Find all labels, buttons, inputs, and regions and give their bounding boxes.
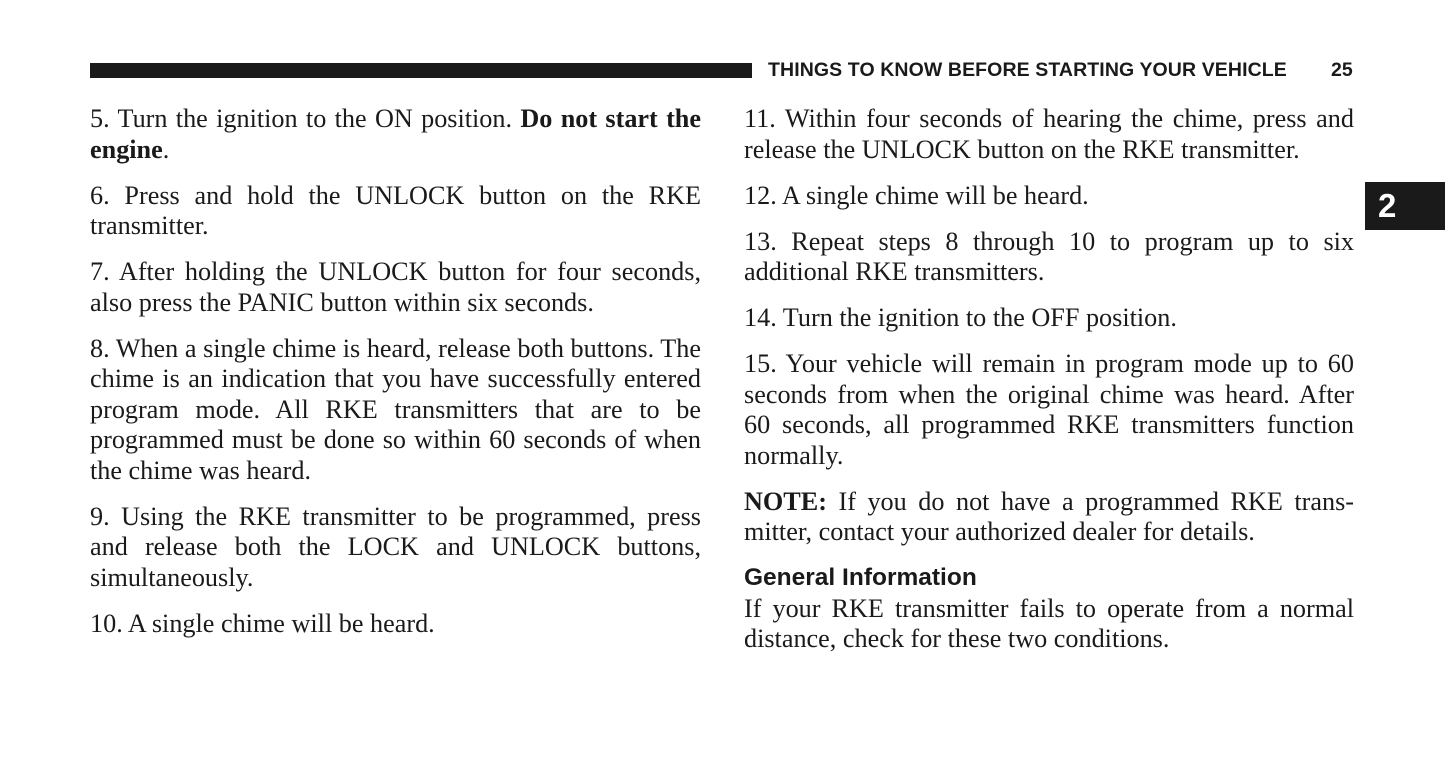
- section-heading: General Information: [744, 564, 977, 591]
- step-15: 15. Your vehicle will remain in program mode up to 60 seconds from when the original chime was heard. After 60 seconds, all programmed RKE transmitters function normally.: [744, 349, 1354, 470]
- left-column: [90, 104, 701, 639]
- step-7: 7. After holding the UNLOCK button for four seconds, also press the PANIC button within six seconds.: [90, 257, 701, 317]
- header-rule: [90, 63, 752, 78]
- step-9: 9. Using the RKE transmitter to be programmed, press and release both the LOCK and UNLOCK buttons, simultaneously.: [90, 501, 701, 592]
- step-10: 10. A single chime will be heard.: [90, 608, 435, 638]
- step-12: 12. A single chime will be heard.: [744, 180, 1089, 210]
- chapter-tab: 2: [1365, 182, 1445, 230]
- general-information-text: If your RKE transmitter fails to operate from a normal distance, check for these two conditions.: [744, 593, 1354, 653]
- running-header-title: THINGS TO KNOW BEFORE STARTING YOUR VEHICLE: [768, 59, 1287, 81]
- step-5: [90, 104, 701, 165]
- note: [744, 487, 1354, 548]
- step-13: 13. Repeat steps 8 through 10 to program up to six additional RKE transmitters.: [744, 226, 1354, 286]
- step-5-end: .: [162, 134, 170, 164]
- right-column: [744, 104, 1354, 655]
- step-6: 6. Press and hold the UNLOCK button on the RKE transmitter.: [90, 180, 701, 240]
- step-11: 11. Within four seconds of hearing the chime, press and release the UNLOCK button on the RKE transmitter.: [744, 104, 1354, 164]
- step-14: 14. Turn the ignition to the OFF position.: [744, 303, 1177, 332]
- step-8: 8. When a single chime is heard, release both buttons. The chime is an indication that you have successfully entered program mode. All RKE transmitters that are to be programmed must be done so within 60 seconds of when the chime was heard.: [90, 333, 701, 485]
- note-label: NOTE:: [744, 486, 827, 516]
- step-5-text: 5. Turn the ignition to the ON position.: [90, 104, 521, 133]
- page-number: 25: [1331, 59, 1353, 81]
- note-text: If you do not have a programmed RKE trans-mitter, contact your authorized dealer for details.: [744, 486, 1354, 546]
- step-5-bold-warning: Do not start the engine: [90, 104, 701, 164]
